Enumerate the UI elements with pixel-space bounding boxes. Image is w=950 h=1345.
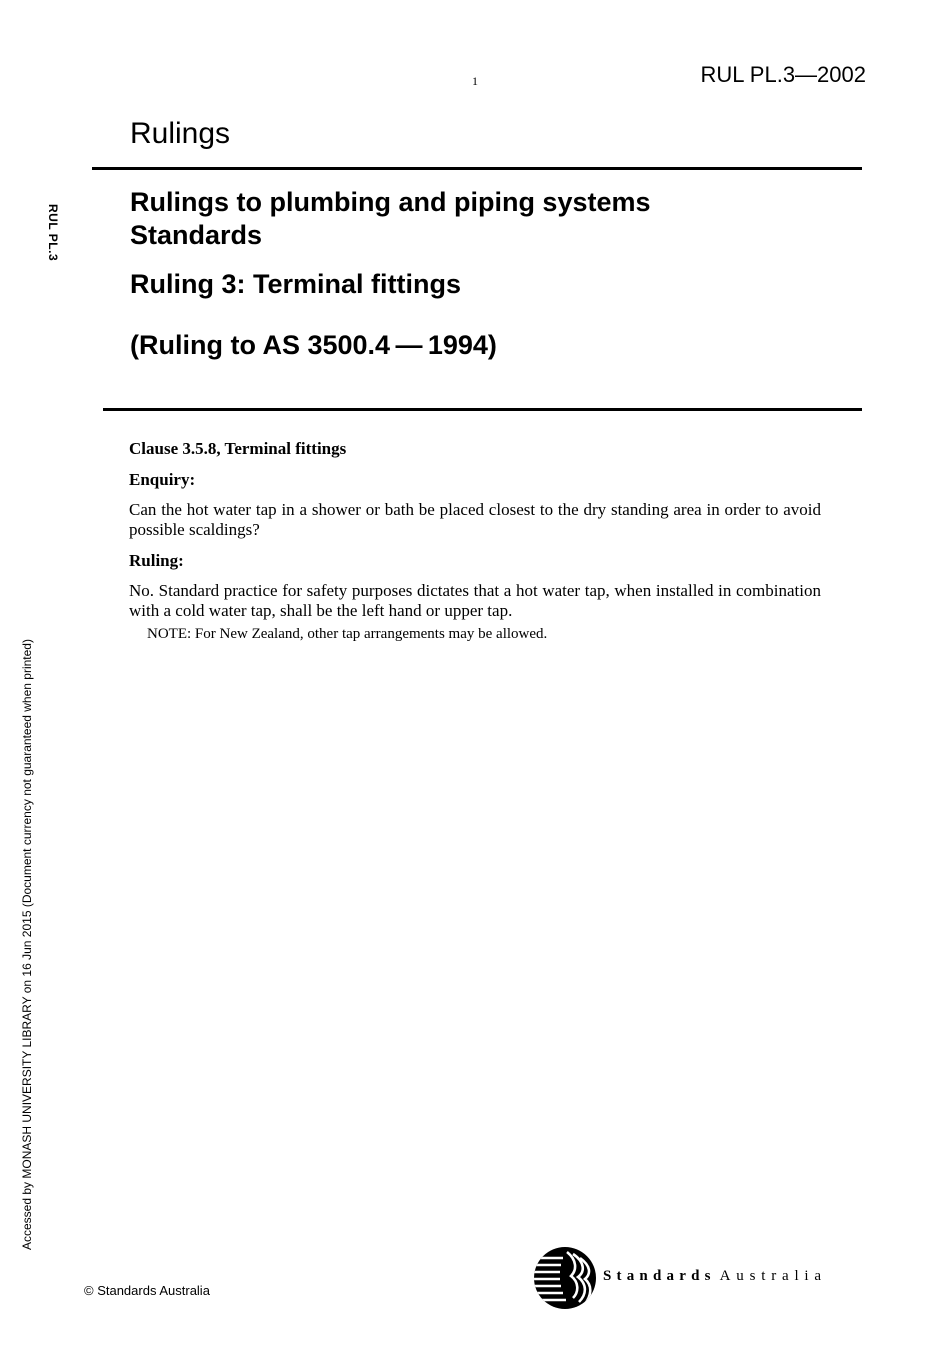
side-document-code: RUL PL.3 <box>46 204 60 262</box>
wordmark-australia: Australia <box>719 1268 827 1284</box>
document-code: RUL PL.3—2002 <box>700 62 866 87</box>
copyright-notice: © Standards Australia <box>84 1283 210 1298</box>
top-divider <box>92 167 862 170</box>
ruling-title: Ruling 3: Terminal fittings <box>130 269 462 299</box>
ruling-reference: (Ruling to AS 3500.4 — 1994) <box>130 330 497 360</box>
standards-australia-wordmark <box>603 1268 827 1285</box>
document-title-line-2: Standards <box>130 220 263 250</box>
ruling-heading: Ruling: <box>129 551 184 570</box>
enquiry-text: Can the hot water tap in a shower or bath be placed closest to the dry standing area in order to avoid possible scaldings? <box>129 500 821 539</box>
ruling-body <box>129 439 821 643</box>
page-number: 1 <box>472 74 478 88</box>
wordmark-standards: Standards <box>603 1268 716 1284</box>
enquiry-heading: Enquiry: <box>129 470 196 489</box>
title-block <box>130 186 830 362</box>
note-text: NOTE: For New Zealand, other tap arrangements may be allowed. <box>147 626 548 642</box>
section-label: Rulings <box>130 117 231 150</box>
access-notice: Accessed by MONASH UNIVERSITY LIBRARY on 16 Jun 2015 (Document currency not guaranteed when printed) <box>20 639 34 1250</box>
clause-heading: Clause 3.5.8, Terminal fittings <box>129 439 347 458</box>
document-title-line-1: Rulings to plumbing and piping systems <box>130 187 651 217</box>
document-title <box>130 186 830 252</box>
standards-australia-logo <box>533 1246 878 1312</box>
ruling-text: No. Standard practice for safety purposes dictates that a hot water tap, when installed in combination with a cold water tap, shall be the left hand or upper tap. <box>129 581 821 620</box>
standards-australia-logo-icon <box>533 1246 597 1310</box>
middle-divider <box>103 408 862 411</box>
